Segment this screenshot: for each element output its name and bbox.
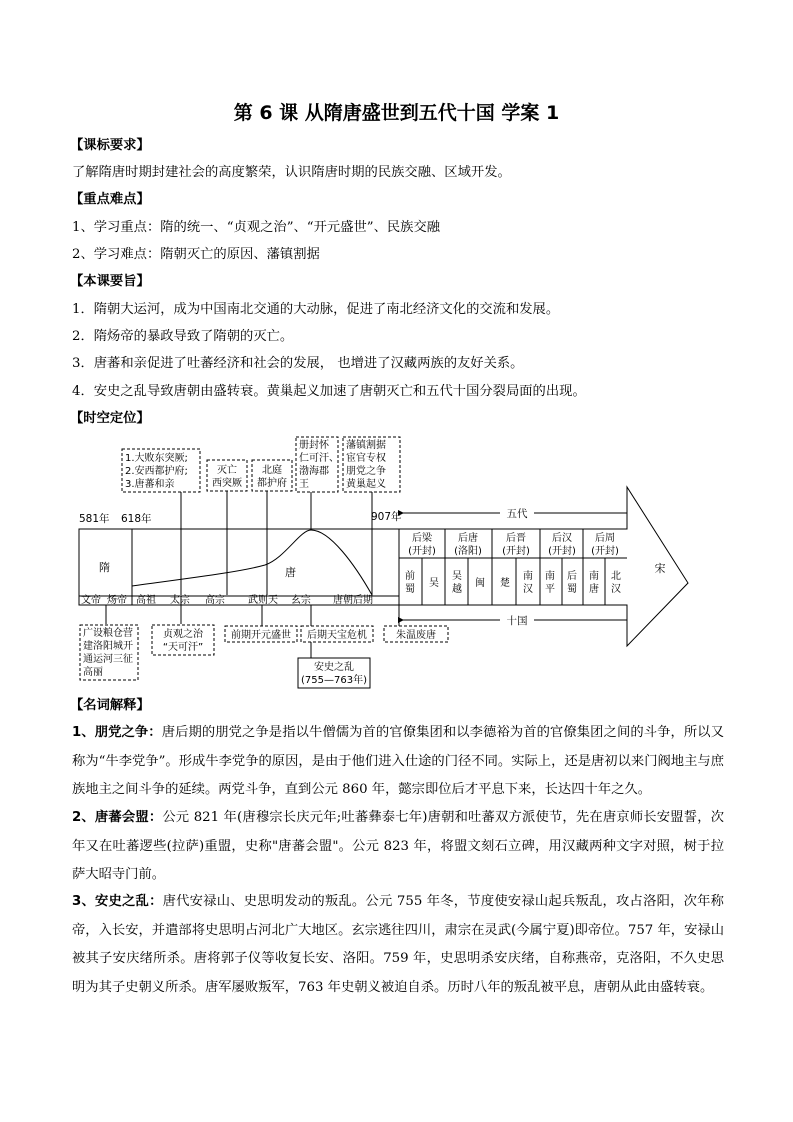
kingdom-8: 南唐	[589, 571, 599, 595]
emperor-late-tang: 唐朝后期	[333, 595, 373, 606]
top-box-taizong-line-3: 3.唐蕃和亲	[125, 479, 175, 490]
bottom-box-zhenguan-line-2: “天可汗”	[162, 642, 204, 653]
top-box-xitujue-line-1: 灭亡	[217, 465, 237, 476]
label-sui: 隋	[99, 561, 110, 574]
emperor-yangdi: 炀帝	[107, 595, 127, 606]
top-box-cefeng-line-1: 册封怀	[299, 440, 329, 451]
kingdom-4: 楚	[500, 578, 510, 589]
key-point-1: 1、学习重点：隋的统一、“贞观之治”、“开元盛世”、民族交融	[72, 220, 441, 235]
dynasty-houzhou: 后周	[595, 533, 615, 544]
dynasty-houjin-capital: (开封)	[502, 546, 530, 557]
wudai-song-arrow	[399, 487, 688, 646]
top-box-cefeng-line-2: 仁可汗、	[299, 453, 339, 464]
section-heading-standard: 【课标要求】	[70, 138, 150, 153]
label-shiguo: 十国	[506, 615, 528, 627]
bottom-box-sui-line-1: 广设粮仓营	[83, 628, 133, 639]
dynasty-houhan-capital: (开封)	[548, 546, 576, 557]
top-box-taizong-line-1: 1.大败东突厥;	[125, 453, 188, 464]
year-581: 581年	[79, 513, 110, 525]
term-2-label: 2、唐蕃会盟：	[72, 810, 163, 825]
label-tang: 唐	[285, 566, 296, 579]
term-2-text: 公元 821 年(唐穆宗长庆元年;吐蕃彝泰七年)唐朝和吐蕃双方派使节，先在唐京师长安盟誓，次年又在吐蕃逻些(拉萨)重盟，史称"唐蕃会盟"。公元 823 年，将盟文刻石立碑，用汉藏两种文字对照，树于拉萨大昭寺门前。	[72, 810, 724, 882]
year-618: 618年	[121, 513, 152, 525]
emperor-wendi: 文帝	[81, 595, 101, 606]
emperor-gaozu: 高祖	[136, 595, 156, 606]
sui-tang-box	[79, 529, 399, 605]
top-box-taizong-line-2: 2.安西都护府;	[125, 466, 188, 477]
dynasty-houtang: 后唐	[458, 533, 478, 544]
bottom-box-zhuwen	[384, 626, 448, 642]
dynasty-houzhou-capital: (开封)	[591, 546, 619, 557]
top-box-taizong	[122, 449, 200, 492]
term-3	[72, 888, 724, 1002]
ten-kingdoms	[405, 569, 621, 595]
kingdom-2: 吴越	[452, 571, 462, 595]
top-box-beiting-line-2: 都护府	[257, 478, 287, 489]
term-1	[72, 719, 724, 805]
term-2	[72, 804, 724, 890]
top-box-beiting-line-1: 北庭	[262, 465, 282, 476]
term-3-text: 唐代安禄山、史思明发动的叛乱。公元 755 年冬，节度使安禄山起兵叛乱，攻占洛阳，次年称帝，入长安，并遣部将史思明占河北广大地区。玄宗逃往四川，肃宗在灵武(今属宁夏)即帝位。757 年，安禄山被其子安庆绪所杀。唐将郭子仪等收复长安、洛阳。759 年，史思明杀安庆绪，自称燕帝，克洛阳，不久史思明为其子史朝义所杀。唐军屡败叛军，763 年史朝义被迫自杀。历时八年的叛乱被平息，唐朝从此由盛转衰。	[72, 894, 724, 995]
dynasty-houliang-capital: (开封)	[408, 546, 436, 557]
page-title: 第 6 课 从隋唐盛世到五代十国 学案 1	[233, 102, 560, 124]
section-heading-time: 【时空定位】	[70, 411, 150, 426]
emperor-wuzetian: 武则天	[248, 595, 278, 606]
section-heading-terms: 【名词解释】	[70, 698, 150, 713]
emperor-xuanzong: 玄宗	[291, 595, 311, 606]
top-box-beiting	[252, 460, 292, 491]
term-1-label: 1、朋党之争：	[72, 725, 162, 740]
term-3-label: 3、安史之乱：	[72, 894, 163, 909]
bottom-box-sui-line-3: 通运河三征	[83, 654, 133, 665]
key-point-2: 2、学习难点：隋朝灭亡的原因、藩镇割据	[72, 247, 320, 262]
main-point-1: 1．隋朝大运河，成为中国南北交通的大动脉，促进了南北经济文化的交流和发展。	[72, 302, 560, 317]
term-1-text: 唐后期的朋党之争是指以牛僧儒为首的官僚集团和以李德裕为首的官僚集团之间的斗争，所以又称为“牛李党争”。形成牛李党争的原因，是由于他们进入仕途的门径不同。实际上，还是唐初以来门阀地主与庶族地主之间斗争的延续。两党斗争，直到公元 860 年，懿宗即位后才平息下来，长达四十年之久。	[72, 725, 724, 797]
section-heading-main: 【本课要旨】	[70, 274, 150, 289]
year-907: 907年	[371, 511, 402, 523]
kingdom-1: 吴	[429, 578, 439, 589]
bottom-box-zhenguan-line-1: 贞观之治	[163, 629, 203, 640]
bottom-box-zhuwen-text: 朱温废唐	[396, 630, 436, 641]
top-box-xitujue-line-2: 西突厥	[212, 478, 242, 489]
bottom-box-anshi-line-1: 安史之乱	[314, 662, 354, 673]
top-box-late-tang-line-1: 藩镇割据	[346, 440, 386, 451]
bottom-box-sui	[80, 625, 138, 680]
bottom-box-anshi	[298, 658, 370, 688]
kingdom-7: 后蜀	[567, 571, 577, 595]
bottom-box-sui-line-2: 建洛阳城开	[83, 641, 133, 652]
dynasty-houhan: 后汉	[552, 533, 572, 544]
main-point-3: 3．唐蕃和亲促进了吐蕃经济和社会的发展， 也增进了汉藏两族的友好关系。	[72, 356, 524, 371]
top-box-cefeng-line-3: 渤海郡	[299, 466, 329, 477]
top-box-cefeng	[296, 437, 339, 492]
kingdom-3: 闽	[475, 578, 485, 589]
emperor-gaozong: 高宗	[205, 595, 225, 606]
dynasty-houliang: 后梁	[412, 533, 432, 544]
kingdom-0: 前蜀	[405, 571, 415, 595]
top-box-late-tang	[343, 437, 400, 492]
main-point-4: 4．安史之乱导致唐朝由盛转衰。黄巢起义加速了唐朝灭亡和五代十国分裂局面的出现。	[72, 384, 586, 399]
tang-prosperity-curve	[132, 530, 372, 595]
standard-text: 了解隋唐时期封建社会的高度繁荣，认识隋唐时期的民族交融、区域开发。	[72, 165, 511, 180]
dynasty-houjin: 后晋	[506, 533, 526, 544]
bottom-box-sui-line-4: 高丽	[83, 667, 103, 678]
kingdom-9: 北汉	[611, 571, 621, 595]
label-wudai: 五代	[506, 508, 528, 520]
main-point-2: 2．隋炀帝的暴政导致了隋朝的灭亡。	[72, 329, 294, 344]
kingdom-6: 南平	[545, 571, 555, 595]
dynasty-houtang-capital: (洛阳)	[454, 546, 482, 557]
bottom-box-kaiyuan-text: 前期开元盛世	[231, 630, 291, 641]
top-box-late-tang-line-2: 宦官专权	[346, 453, 386, 464]
top-box-cefeng-line-4: 王	[299, 479, 309, 490]
bottom-box-kaiyuan	[225, 626, 297, 642]
top-box-late-tang-line-3: 朋党之争	[346, 466, 386, 477]
bottom-box-zhenguan	[152, 625, 214, 655]
bottom-box-anshi-line-2: (755—763年)	[301, 675, 367, 686]
label-song: 宋	[654, 562, 666, 575]
top-box-late-tang-line-4: 黄巢起义	[346, 479, 386, 490]
bottom-box-tianbao	[301, 626, 373, 642]
kingdom-5: 南汉	[523, 571, 533, 595]
top-box-xitujue	[207, 460, 247, 491]
section-heading-key: 【重点难点】	[70, 192, 150, 207]
bottom-box-tianbao-text: 后期天宝危机	[307, 630, 367, 641]
emperor-taizong: 太宗	[170, 595, 190, 606]
